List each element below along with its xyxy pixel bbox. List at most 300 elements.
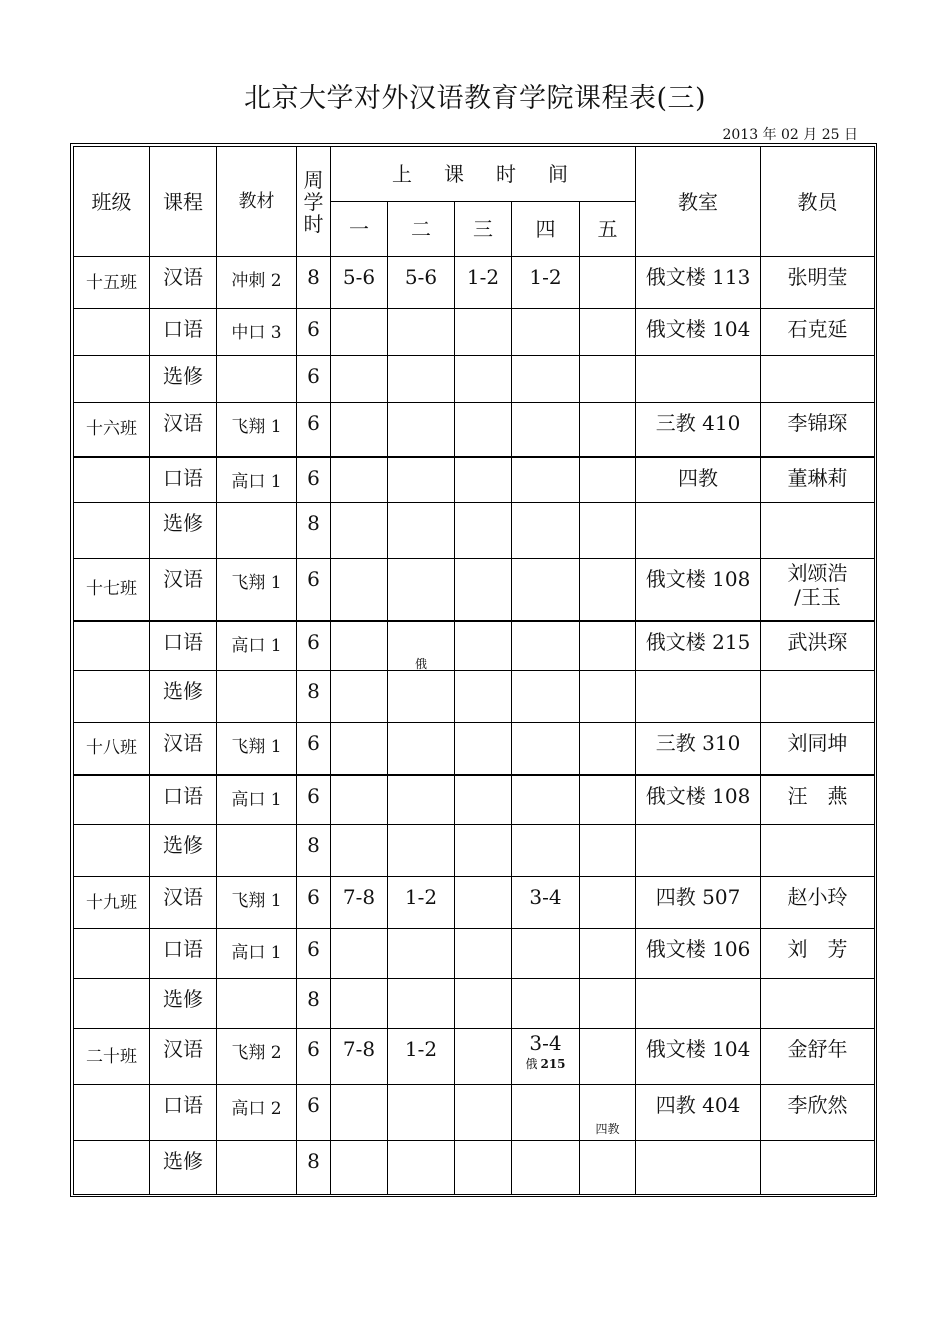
cell-d3 [455, 309, 512, 356]
cell-d4-text [512, 723, 579, 731]
cell-room [636, 979, 761, 1029]
cell-d3-text [455, 622, 511, 630]
cell-d3 [455, 877, 512, 929]
cell-room-text: 四教 [678, 465, 719, 490]
cell-d3 [455, 671, 512, 723]
cell-class [74, 1029, 150, 1085]
cell-course-text: 口语 [163, 937, 203, 961]
cell-d3-text [455, 503, 511, 511]
cell-d2-text [388, 622, 454, 630]
cell-d1-text: 5-6 [342, 265, 376, 289]
cell-d4-text: 1-2 [529, 265, 562, 289]
cell-teacher [761, 1141, 875, 1195]
table-row [74, 356, 875, 403]
cell-course [150, 356, 217, 403]
cell-book-text [217, 825, 296, 837]
cell-d3-text [455, 1085, 511, 1093]
cell-room [636, 1141, 761, 1195]
cell-book [217, 979, 297, 1029]
cell-d3-text [455, 1029, 511, 1037]
cell-d3-text [455, 403, 511, 411]
cell-course-text: 汉语 [163, 411, 203, 435]
cell-class [74, 309, 150, 356]
cell-teacher-text: 李锦琛 [787, 411, 848, 435]
cell-d1-text [331, 979, 387, 987]
cell-teacher-text [761, 1141, 874, 1149]
cell-hours-text: 8 [307, 265, 320, 289]
cell-d4-text [512, 979, 579, 987]
cell-d4-text [512, 1141, 579, 1149]
cell-d5-text [580, 503, 635, 511]
cell-book [217, 309, 297, 356]
cell-d4 [512, 621, 580, 671]
cell-course [150, 1141, 217, 1195]
cell-course-text: 选修 [163, 364, 203, 388]
cell-d1-text [331, 776, 387, 784]
table-row [74, 723, 875, 775]
cell-d4 [512, 775, 580, 825]
cell-teacher [761, 671, 875, 723]
cell-book [217, 457, 297, 503]
cell-d3-text [455, 1141, 511, 1149]
cell-hours-text: 8 [307, 1149, 320, 1173]
cell-book-text: 高口 1 [231, 789, 282, 810]
cell-d4 [512, 559, 580, 621]
cell-d5-text [580, 622, 635, 630]
cell-book-text: 飞翔 1 [231, 891, 282, 911]
cell-d1 [331, 671, 388, 723]
cell-hours [297, 457, 331, 503]
cell-d5 [580, 309, 636, 356]
cell-course [150, 929, 217, 979]
cell-d3 [455, 457, 512, 503]
cell-d5 [580, 621, 636, 671]
cell-d1-text [331, 723, 387, 731]
cell-d5-text [580, 309, 635, 317]
cell-hours-text: 6 [307, 629, 320, 654]
cell-hours-text: 6 [307, 731, 320, 755]
cell-room-text: 四教 507 [655, 885, 741, 909]
cell-d2-text [388, 825, 454, 833]
header-course: 课程 [150, 147, 217, 257]
cell-d5 [580, 929, 636, 979]
cell-d3-text: 1-2 [466, 265, 500, 289]
cell-class [74, 621, 150, 671]
cell-d1-text [331, 1085, 387, 1093]
cell-d5 [580, 257, 636, 309]
cell-d3 [455, 403, 512, 457]
cell-teacher [761, 257, 875, 309]
cell-hours [297, 877, 331, 929]
cell-d5-text [580, 1085, 635, 1093]
cell-d4 [512, 1141, 580, 1195]
cell-class [74, 775, 150, 825]
cell-d1 [331, 503, 388, 559]
cell-d5-text [580, 776, 635, 784]
cell-hours-text: 8 [307, 987, 320, 1011]
cell-d5-text [580, 559, 635, 567]
cell-room-text [636, 979, 760, 987]
cell-course-text: 选修 [163, 833, 203, 857]
header-day-tue: 二 [388, 202, 455, 257]
header-class: 班级 [74, 147, 150, 257]
cell-d2 [388, 356, 455, 403]
cell-hours [297, 929, 331, 979]
table-row [74, 825, 875, 877]
cell-d2 [388, 457, 455, 503]
cell-room-text: 俄文楼 106 [645, 937, 751, 961]
cell-d2-text [388, 559, 454, 567]
header-day-mon: 一 [331, 202, 388, 257]
cell-d5-text [580, 979, 635, 987]
cell-teacher-text: 刘同坤 [787, 731, 848, 755]
cell-d1 [331, 775, 388, 825]
cell-teacher2-text: /王玉 [794, 585, 841, 609]
cell-d3-text [455, 671, 511, 679]
cell-d1-text [331, 929, 387, 937]
cell-d1 [331, 559, 388, 621]
cell-d3 [455, 825, 512, 877]
cell-hours [297, 1029, 331, 1085]
cell-d4 [512, 979, 580, 1029]
cell-d5 [580, 503, 636, 559]
cell-book [217, 403, 297, 457]
cell-book [217, 671, 297, 723]
cell-book-text: 高口 2 [231, 1099, 282, 1119]
cell-d3-text [455, 776, 511, 784]
cell-d4 [512, 257, 580, 309]
cell-room [636, 1029, 761, 1085]
schedule-date: 2013 年 02 月 25 日 [722, 127, 858, 143]
cell-hours [297, 503, 331, 559]
cell-hours [297, 775, 331, 825]
cell-d5 [580, 775, 636, 825]
cell-d2-text: 1-2 [404, 885, 438, 909]
cell-d2 [388, 503, 455, 559]
cell-hours [297, 559, 331, 621]
cell-hours [297, 671, 331, 723]
table-row [74, 257, 875, 309]
cell-d4-text [512, 309, 579, 317]
cell-teacher [761, 979, 875, 1029]
cell-d2 [388, 723, 455, 775]
cell-book-text [217, 1141, 296, 1153]
table-row [74, 979, 875, 1029]
table-row [74, 559, 875, 621]
cell-teacher-text: 张明莹 [787, 265, 848, 289]
cell-hours [297, 723, 331, 775]
cell-d4 [512, 1029, 580, 1085]
cell-hours-text: 6 [307, 937, 320, 961]
cell-course-text: 口语 [163, 465, 203, 490]
cell-course [150, 457, 217, 503]
cell-d3 [455, 1141, 512, 1195]
cell-d1-text [331, 1141, 387, 1149]
cell-book-text: 冲刺 2 [231, 271, 282, 291]
cell-class [74, 825, 150, 877]
cell-d5-text [580, 723, 635, 731]
cell-room [636, 457, 761, 503]
cell-teacher-text: 武洪琛 [787, 629, 848, 654]
cell-d4-text: 3-4 [529, 885, 562, 909]
cell-hours [297, 825, 331, 877]
cell-teacher-text [761, 356, 874, 364]
cell-class [74, 929, 150, 979]
cell-room-text [636, 1141, 760, 1149]
cell-d2-text [388, 776, 454, 784]
cell-d5-text [580, 877, 635, 885]
header-class-time: 上 课 时 间 [331, 147, 636, 202]
cell-book [217, 825, 297, 877]
cell-teacher [761, 403, 875, 457]
cell-d3-text [455, 356, 511, 364]
cell-d2-text [388, 671, 454, 679]
cell-room [636, 356, 761, 403]
cell-class [74, 979, 150, 1029]
cell-d4 [512, 877, 580, 929]
cell-course-text: 汉语 [163, 567, 203, 591]
cell-d2-text [388, 356, 454, 364]
cell-room-text: 俄文楼 104 [645, 1037, 751, 1061]
cell-course-text: 选修 [163, 679, 203, 703]
cell-teacher [761, 356, 875, 403]
cell-teacher-text: 董琳莉 [787, 465, 848, 490]
room-note: 四教 [595, 1122, 620, 1136]
cell-class [74, 1085, 150, 1141]
cell-d4 [512, 723, 580, 775]
cell-class-text: 十八班 [86, 738, 137, 759]
cell-course-text: 口语 [163, 783, 203, 808]
cell-book [217, 1029, 297, 1085]
cell-hours-text: 6 [307, 567, 320, 591]
cell-hours-text: 6 [307, 1037, 320, 1061]
cell-course [150, 1085, 217, 1141]
cell-d1-text [331, 309, 387, 317]
cell-d1 [331, 257, 388, 309]
table-row [74, 403, 875, 457]
cell-teacher [761, 929, 875, 979]
cell-course-text: 口语 [163, 317, 203, 341]
cell-d4 [512, 457, 580, 503]
cell-d1 [331, 929, 388, 979]
cell-teacher-text: 金舒年 [787, 1037, 848, 1061]
cell-d2-text [388, 929, 454, 937]
cell-course [150, 559, 217, 621]
table-row [74, 309, 875, 356]
cell-d1 [331, 825, 388, 877]
cell-d3-text [455, 877, 511, 885]
cell-d5 [580, 825, 636, 877]
cell-d1 [331, 1141, 388, 1195]
cell-class [74, 723, 150, 775]
cell-book [217, 929, 297, 979]
cell-d2-text [388, 723, 454, 731]
cell-hours-text: 6 [307, 465, 320, 490]
cell-d2-text [388, 458, 454, 466]
table-row [74, 877, 875, 929]
cell-d4 [512, 503, 580, 559]
cell-teacher-text [761, 979, 874, 987]
cell-d3-text [455, 979, 511, 987]
cell-room-text [636, 825, 760, 833]
cell-hours [297, 257, 331, 309]
cell-book [217, 559, 297, 621]
cell-hours-text: 6 [307, 885, 320, 909]
cell-d1-text [331, 622, 387, 630]
cell-class [74, 1141, 150, 1195]
cell-d1 [331, 877, 388, 929]
cell-d2 [388, 1085, 455, 1141]
cell-room [636, 1085, 761, 1141]
cell-d3 [455, 775, 512, 825]
cell-d5 [580, 559, 636, 621]
cell-room-text: 俄文楼 108 [645, 783, 751, 808]
cell-d4-text [512, 776, 579, 784]
cell-d2-text [388, 403, 454, 411]
cell-d3 [455, 723, 512, 775]
cell-d4 [512, 671, 580, 723]
cell-course [150, 775, 217, 825]
cell-hours [297, 309, 331, 356]
cell-d5-text [580, 671, 635, 679]
cell-course-text: 选修 [163, 1149, 203, 1173]
cell-teacher-text: 汪 燕 [787, 783, 848, 808]
cell-book [217, 775, 297, 825]
cell-hours-text: 8 [307, 511, 320, 535]
cell-d2-text [388, 979, 454, 987]
cell-book [217, 257, 297, 309]
cell-d5 [580, 723, 636, 775]
header-day-fri: 五 [580, 202, 636, 257]
cell-d5 [580, 457, 636, 503]
cell-book-text [217, 671, 296, 683]
cell-d4-text [512, 825, 579, 833]
cell-d5 [580, 356, 636, 403]
cell-course [150, 979, 217, 1029]
cell-d1 [331, 1029, 388, 1085]
cell-d3-text [455, 458, 511, 466]
cell-d5 [580, 671, 636, 723]
cell-class [74, 877, 150, 929]
cell-class [74, 356, 150, 403]
cell-teacher [761, 621, 875, 671]
cell-hours [297, 403, 331, 457]
cell-d3 [455, 356, 512, 403]
cell-d3-text [455, 559, 511, 567]
cell-room-text: 四教 404 [655, 1093, 741, 1117]
cell-class [74, 503, 150, 559]
cell-teacher-text: 李欣然 [787, 1093, 848, 1117]
cell-book-text: 高口 1 [231, 943, 282, 963]
cell-hours [297, 621, 331, 671]
header-classroom: 教室 [636, 147, 761, 257]
cell-room-text: 俄文楼 104 [645, 317, 751, 341]
table-row [74, 621, 875, 671]
cell-d3 [455, 503, 512, 559]
cell-d1 [331, 403, 388, 457]
cell-course-text: 汉语 [163, 885, 203, 909]
cell-class [74, 457, 150, 503]
cell-course [150, 257, 217, 309]
cell-teacher [761, 457, 875, 503]
cell-course-text: 汉语 [163, 265, 203, 289]
cell-course-text: 汉语 [163, 731, 203, 755]
cell-book-text [217, 979, 296, 991]
cell-room-text [636, 356, 760, 364]
cell-class [74, 403, 150, 457]
cell-course [150, 503, 217, 559]
cell-d5 [580, 877, 636, 929]
cell-d3 [455, 979, 512, 1029]
cell-d4-text [512, 503, 579, 511]
cell-d5-text [580, 1141, 635, 1149]
table-row [74, 671, 875, 723]
cell-d2-text [388, 309, 454, 317]
header-day-thu: 四 [512, 202, 580, 257]
cell-d1 [331, 356, 388, 403]
cell-hours [297, 979, 331, 1029]
cell-d3 [455, 621, 512, 671]
cell-d5-text [580, 403, 635, 411]
cell-d2 [388, 257, 455, 309]
table-row [74, 1085, 875, 1141]
cell-room [636, 403, 761, 457]
cell-d2-text: 5-6 [404, 265, 438, 289]
page-title: 北京大学对外汉语教育学院课程表(三) [243, 83, 707, 114]
cell-d5-text [580, 458, 635, 466]
header-weekly-hours: 周 学 时 [297, 147, 331, 257]
cell-course-text: 口语 [163, 1093, 203, 1117]
cell-teacher-text: 石克延 [787, 317, 848, 341]
cell-room [636, 775, 761, 825]
cell-d5-text [580, 825, 635, 833]
cell-hours-text: 6 [307, 783, 320, 808]
cell-d2 [388, 621, 455, 671]
cell-d4-text [512, 356, 579, 364]
cell-room [636, 257, 761, 309]
cell-d4-text [512, 458, 579, 466]
table-row [74, 503, 875, 559]
cell-hours [297, 1141, 331, 1195]
cell-room [636, 825, 761, 877]
cell-d2 [388, 825, 455, 877]
cell-teacher [761, 309, 875, 356]
table-row [74, 775, 875, 825]
room-note: 俄 [414, 656, 427, 671]
cell-hours-text: 6 [307, 411, 320, 435]
cell-book [217, 1141, 297, 1195]
cell-d2 [388, 929, 455, 979]
cell-d2 [388, 671, 455, 723]
cell-book [217, 723, 297, 775]
cell-teacher [761, 503, 875, 559]
cell-book-text: 飞翔 1 [231, 737, 282, 757]
cell-d2 [388, 309, 455, 356]
cell-course [150, 723, 217, 775]
cell-class [74, 671, 150, 723]
cell-d4 [512, 309, 580, 356]
cell-hours [297, 356, 331, 403]
cell-hours-text: 8 [307, 833, 320, 857]
header-day-wed: 三 [455, 202, 512, 257]
cell-d4 [512, 825, 580, 877]
cell-d5 [580, 979, 636, 1029]
cell-d1-text [331, 503, 387, 511]
cell-book-text: 飞翔 1 [231, 417, 282, 437]
cell-book-text: 高口 1 [231, 471, 282, 492]
cell-d1 [331, 309, 388, 356]
cell-d5 [580, 403, 636, 457]
